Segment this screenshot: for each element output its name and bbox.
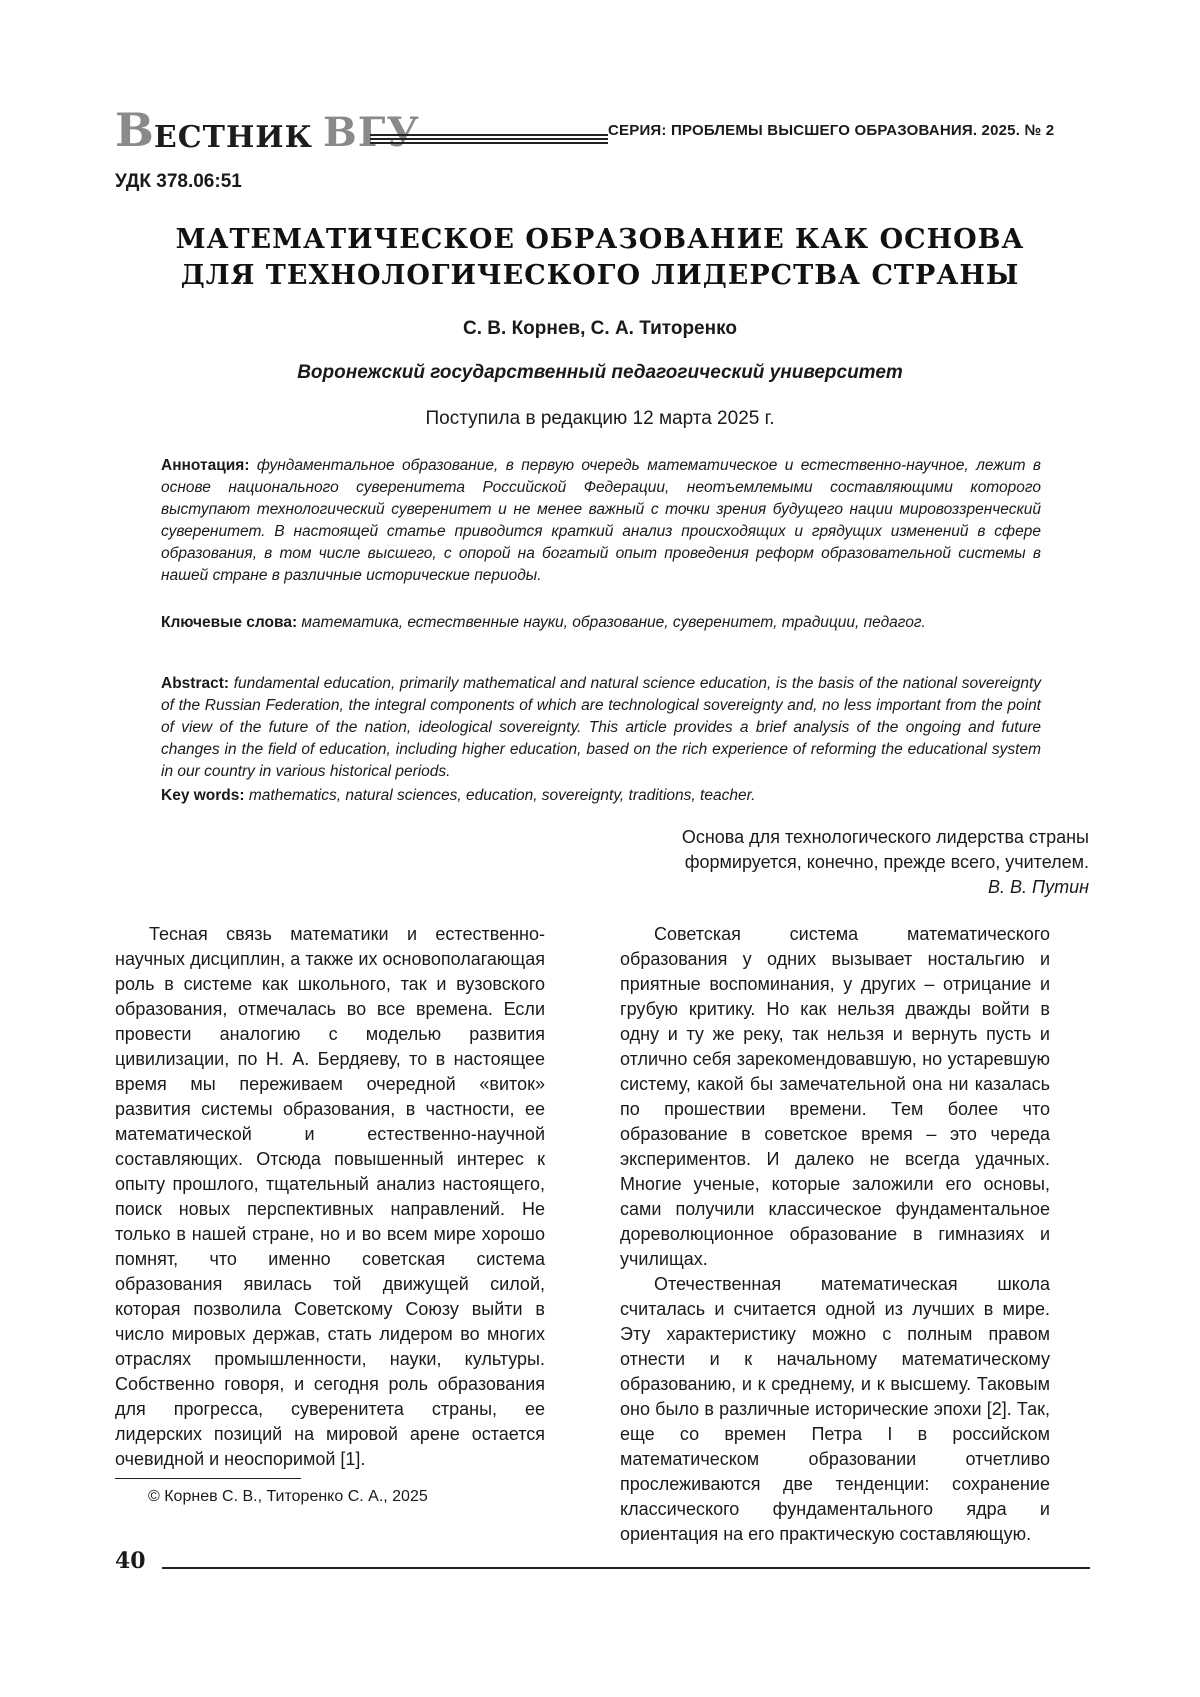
- body-column-right: [620, 922, 1050, 1547]
- keywords-ru-text: математика, естественные науки, образование, суверенитет, традиции, педагог.: [301, 614, 925, 631]
- affiliation: Воронежский государственный педагогический университет: [0, 362, 1200, 384]
- abstract-en-label: Abstract:: [161, 675, 229, 692]
- copyright-footnote: © Корнев С. В., Титоренко С. А., 2025: [148, 1488, 428, 1506]
- received-date: Поступила в редакцию 12 марта 2025 г.: [0, 408, 1200, 430]
- annotation-ru: [161, 455, 1041, 587]
- page-number: 40: [115, 1548, 146, 1574]
- body-paragraph: Отечественная математическая школа считалась и считается одной из лучших в мире. Эту характеристику можно с полным правом отнести и к начальному математическому образованию, и к среднему, и к высшему. Таковым оно было в различные исторические эпохи [2]. Так, еще со времен Петра I в российском математическом образовании отчетливо прослеживаются две тенденции: сохранение классического фундаментального ядра и ориентация на его практическую составляющую.: [620, 1272, 1050, 1547]
- annotation-label: Аннотация:: [161, 457, 249, 474]
- footnote-rule: [115, 1478, 301, 1479]
- udk-code: УДК 378.06:51: [115, 171, 242, 193]
- header-rule: [370, 134, 608, 146]
- body-column-left: [115, 922, 545, 1472]
- epigraph-author: В. В. Путин: [469, 875, 1089, 900]
- journal-initial: В: [115, 107, 154, 153]
- abstract-en: [161, 673, 1041, 783]
- body-paragraph: Тесная связь математики и естественно-научных дисциплин, а также их основополагающая роль в системе как школьного, так и вузовского образования, отмечалась во все времена. Если провести аналогию с моделью развития цивилизации, по Н. А. Бердяеву, то в настоящее время мы переживаем очередной «виток» развития системы образования, в частности, ее математической и естественно-научной составляющих. Отсюда повышенный интерес к опыту прошлого, тщательный анализ настоящего, поиск новых перспективных направлений. Не только в нашей стране, но и во всем мире хорошо помнят, что именно советская система образования явилась той движущей силой, которая позволила Советскому Союзу выйти в число мировых держав, стать лидером во многих отраслях промышленности, науки, культуры. Собственно говоря, и сегодня роль образования для прогресса, суверенитета страны, ее лидерских позиций на мировой арене остается очевидной и неоспоримой [1].: [115, 922, 545, 1472]
- epigraph-line-1: Основа для технологического лидерства страны: [469, 825, 1089, 850]
- journal-vgu: ВГУ: [323, 113, 420, 153]
- epigraph-line-2: формируется, конечно, прежде всего, учителем.: [469, 850, 1089, 875]
- keywords-en: [161, 785, 1041, 807]
- series-label: СЕРИЯ: ПРОБЛЕМЫ ВЫСШЕГО ОБРАЗОВАНИЯ. 2025. № 2: [608, 122, 1054, 139]
- keywords-en-label: Key words:: [161, 787, 245, 804]
- annotation-text: фундаментальное образование, в первую очередь математическое и естественно-научное, лежит в основе национального суверенитета Российской Федерации, неотъемлемыми составляющими которого выступают технологический суверенитет и не менее важный с точки зрения будущего нации мировоззренческий суверенитет. В настоящей статье приводится краткий анализ происходящих и грядущих изменений в сфере образования, в том числе высшего, с опорой на богатый опыт проведения реформ образовательной системы в нашей стране в различные исторические периоды.: [161, 457, 1041, 584]
- title-line-2: ДЛЯ ТЕХНОЛОГИЧЕСКОГО ЛИДЕРСТВА СТРАНЫ: [130, 258, 1070, 294]
- epigraph: [469, 825, 1089, 900]
- keywords-ru: [161, 612, 1041, 634]
- keywords-ru-label: Ключевые слова:: [161, 614, 297, 631]
- keywords-en-text: mathematics, natural sciences, education, sovereignty, traditions, teacher.: [249, 787, 756, 804]
- authors: С. В. Корнев, С. А. Титоренко: [0, 318, 1200, 340]
- title-line-1: МАТЕМАТИЧЕСКОЕ ОБРАЗОВАНИЕ КАК ОСНОВА: [130, 222, 1070, 258]
- article-title: [130, 222, 1070, 294]
- footer-rule: [162, 1567, 1090, 1569]
- journal-name: ЕСТНИК: [154, 123, 313, 153]
- abstract-en-text: fundamental education, primarily mathematical and natural science education, is the basis of the national sovereignty of the Russian Federation, the integral components of which are technological sovereignty and, no less important from the point of view of the future of the nation, ideological sovereignty. This article provides a brief analysis of the ongoing and future changes in the field of education, including higher education, based on the rich experience of reforming the educational system in our country in various historical periods.: [161, 675, 1041, 780]
- body-paragraph: Советская система математического образования у одних вызывает ностальгию и приятные воспоминания, у других – отрицание и грубую критику. Но как нельзя дважды войти в одну и ту же реку, так нельзя и вернуть пусть и отлично себя зарекомендовавшую, но устаревшую систему, какой бы замечательной она ни казалась по прошествии времени. Тем более что образование в советское время – это череда экспериментов. И далеко не всегда удачных. Многие ученые, которые заложили его основы, сами получили классическое фундаментальное дореволюционное образование в гимназиях и училищах.: [620, 922, 1050, 1272]
